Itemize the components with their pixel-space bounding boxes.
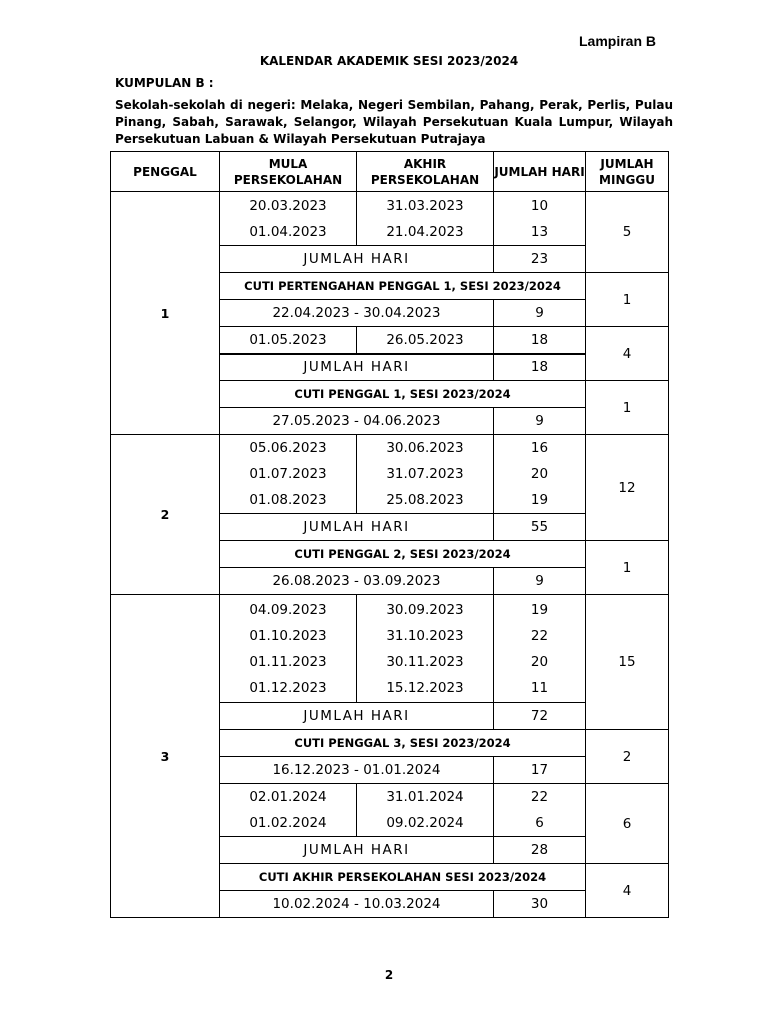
cuti-hari: 9: [494, 408, 586, 435]
hari-cell: 22 6: [494, 784, 586, 837]
jumlah-hari-label: JUMLAH HARI: [220, 246, 494, 273]
hari-cell: 16 20 19: [494, 435, 586, 514]
page-number: 2: [384, 968, 394, 982]
jumlah-hari-value: 23: [494, 246, 586, 273]
hari-cell: 10 13: [494, 192, 586, 246]
cuti-range: 22.04.2023 - 30.04.2023: [220, 300, 494, 327]
cuti-range: 16.12.2023 - 01.01.2024: [220, 757, 494, 784]
akhir-cell: 31.01.2024 09.02.2024: [357, 784, 494, 837]
jumlah-hari-label: JUMLAH HARI: [220, 354, 494, 381]
mula-cell: 01.05.2023: [220, 327, 357, 354]
jumlah-hari-value: 18: [494, 354, 586, 381]
header-row: [111, 152, 669, 192]
mula-cell: 02.01.2024 01.02.2024: [220, 784, 357, 837]
table-row: [111, 192, 669, 246]
penggal-2-number: 2: [111, 435, 220, 595]
cuti-hari: 17: [494, 757, 586, 784]
hari-cell: 19 22 20 11: [494, 595, 586, 703]
akhir-cell: 30.06.2023 31.07.2023 25.08.2023: [357, 435, 494, 514]
minggu-cell: 4: [586, 864, 669, 918]
states-description: Sekolah-sekolah di negeri: Melaka, Negeri Sembilan, Pahang, Perak, Perlis, Pulau Pinang, Sabah, Sarawak, Selangor, Wilayah Persekutuan Kuala Lumpur, Wilayah Persekutuan Labuan & Wilayah Persekutuan Putrajaya: [115, 98, 673, 146]
cuti-title: CUTI PENGGAL 3, SESI 2023/2024: [220, 730, 586, 757]
minggu-cell: 4: [586, 327, 669, 381]
cuti-range: 10.02.2024 - 10.03.2024: [220, 891, 494, 918]
header-jumlah-hari: JUMLAH HARI: [494, 152, 586, 192]
minggu-cell: 15: [586, 595, 669, 730]
minggu-cell: 5: [586, 192, 669, 273]
jumlah-hari-value: 28: [494, 837, 586, 864]
jumlah-hari-label: JUMLAH HARI: [220, 837, 494, 864]
cuti-hari: 30: [494, 891, 586, 918]
academic-calendar-table: [110, 151, 669, 918]
mula-cell: 20.03.2023 01.04.2023: [220, 192, 357, 246]
table-row: [111, 435, 669, 514]
minggu-cell: 6: [586, 784, 669, 864]
group-label: KUMPULAN B :: [115, 76, 214, 90]
minggu-cell: 12: [586, 435, 669, 541]
header-jumlah-minggu: JUMLAH MINGGU: [586, 152, 669, 192]
minggu-cell: 2: [586, 730, 669, 784]
cuti-title: CUTI AKHIR PERSEKOLAHAN SESI 2023/2024: [220, 864, 586, 891]
mula-cell: 04.09.2023 01.10.2023 01.11.2023 01.12.2023: [220, 595, 357, 703]
minggu-cell: 1: [586, 541, 669, 595]
cuti-range: 26.08.2023 - 03.09.2023: [220, 568, 494, 595]
akhir-cell: 26.05.2023: [357, 327, 494, 354]
minggu-cell: 1: [586, 381, 669, 435]
attachment-label: Lampiran B: [579, 33, 657, 49]
cuti-range: 27.05.2023 - 04.06.2023: [220, 408, 494, 435]
jumlah-hari-value: 55: [494, 514, 586, 541]
penggal-3-number: 3: [111, 595, 220, 918]
cuti-title: CUTI PENGGAL 1, SESI 2023/2024: [220, 381, 586, 408]
cuti-hari: 9: [494, 300, 586, 327]
akhir-cell: 30.09.2023 31.10.2023 30.11.2023 15.12.2023: [357, 595, 494, 703]
page-title: KALENDAR AKADEMIK SESI 2023/2024: [259, 54, 519, 68]
hari-cell: 18: [494, 327, 586, 354]
akhir-cell: 31.03.2023 21.04.2023: [357, 192, 494, 246]
jumlah-hari-label: JUMLAH HARI: [220, 703, 494, 730]
penggal-1-number: 1: [111, 192, 220, 435]
mula-cell: 05.06.2023 01.07.2023 01.08.2023: [220, 435, 357, 514]
header-mula: MULA PERSEKOLAHAN: [220, 152, 357, 192]
jumlah-hari-value: 72: [494, 703, 586, 730]
table-row: [111, 595, 669, 703]
cuti-title: CUTI PENGGAL 2, SESI 2023/2024: [220, 541, 586, 568]
minggu-cell: 1: [586, 273, 669, 327]
header-akhir: AKHIR PERSEKOLAHAN: [357, 152, 494, 192]
cuti-hari: 9: [494, 568, 586, 595]
header-penggal: PENGGAL: [111, 152, 220, 192]
cuti-title: CUTI PERTENGAHAN PENGGAL 1, SESI 2023/2024: [220, 273, 586, 300]
jumlah-hari-label: JUMLAH HARI: [220, 514, 494, 541]
